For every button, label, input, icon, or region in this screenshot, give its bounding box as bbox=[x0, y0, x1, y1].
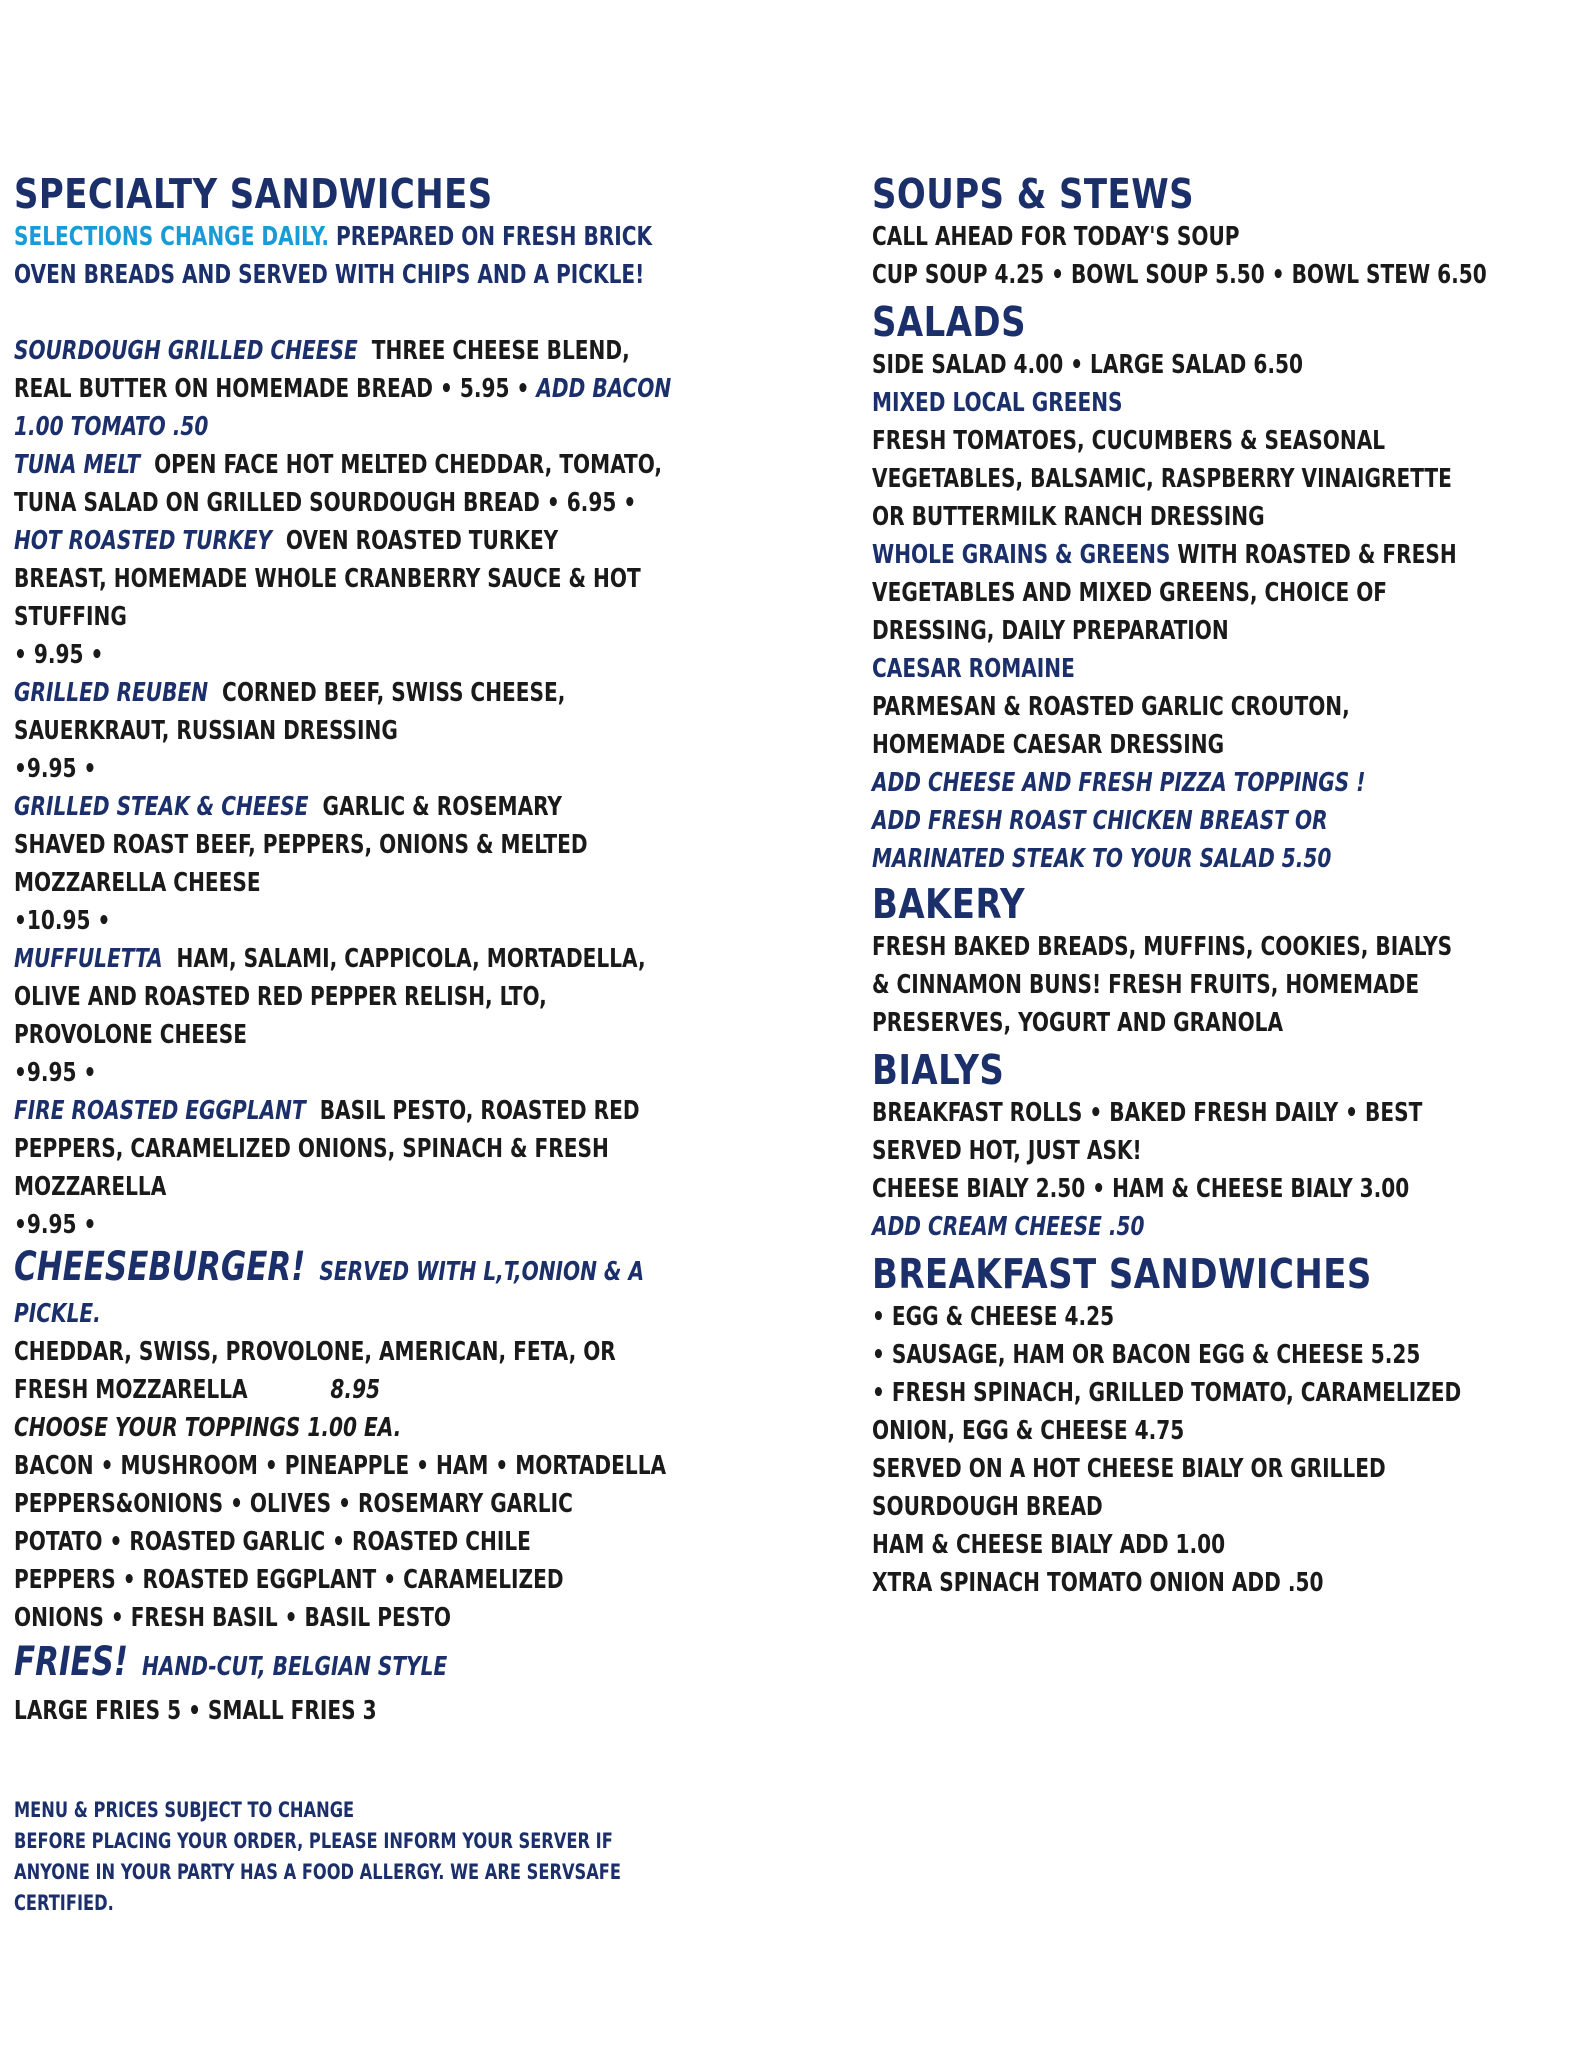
item-price: •9.95 • bbox=[14, 1058, 97, 1088]
soups-heading: SOUPS & STEWS bbox=[872, 170, 1194, 218]
topping-line: PEPPERS • ROASTED EGGPLANT • CARAMELIZED bbox=[14, 1565, 564, 1595]
topping-line: POTATO • ROASTED GARLIC • ROASTED CHILE bbox=[14, 1527, 531, 1557]
cheeseburger-title: CHEESEBURGER! bbox=[14, 1244, 306, 1290]
soups-line: CUP SOUP 4.25 • BOWL SOUP 5.50 • BOWL STEW 6.50 bbox=[872, 260, 1487, 290]
item-sourdough-line-2 bbox=[14, 370, 672, 408]
breakfast-line: HAM & CHEESE BIALY ADD 1.00 bbox=[872, 1530, 1226, 1560]
disclaimer-line: MENU & PRICES SUBJECT TO CHANGE bbox=[14, 1798, 355, 1822]
bakery-line: & CINNAMON BUNS! FRESH FRUITS, HOMEMADE bbox=[872, 970, 1420, 1000]
cheeseburger-price: 8.95 bbox=[330, 1375, 381, 1405]
bialys-line: SERVED HOT, JUST ASK! bbox=[872, 1136, 1142, 1166]
item-reuben-line-1 bbox=[14, 674, 633, 712]
bialys-line: CHEESE BIALY 2.50 • HAM & CHEESE BIALY 3.00 bbox=[872, 1174, 1410, 1204]
salad-desc-line: PARMESAN & ROASTED GARLIC CROUTON, bbox=[872, 692, 1350, 722]
specialty-intro-line-2: OVEN BREADS AND SERVED WITH CHIPS AND A PICKLE! bbox=[14, 260, 645, 290]
item-desc-line: PROVOLONE CHEESE bbox=[14, 1020, 248, 1050]
item-price: •9.95 • bbox=[14, 1210, 97, 1240]
cheeseburger-heading-line bbox=[14, 1244, 645, 1295]
right-column bbox=[872, 170, 1562, 1602]
salad-addon-line: MARINATED STEAK TO YOUR SALAD 5.50 bbox=[872, 844, 1332, 874]
salad-desc-line: VEGETABLES AND MIXED GREENS, CHOICE OF bbox=[872, 578, 1388, 608]
topping-line: ONIONS • FRESH BASIL • BASIL PESTO bbox=[14, 1603, 452, 1633]
salad-desc-line: DRESSING, DAILY PREPARATION bbox=[872, 616, 1229, 646]
item-name: GRILLED REUBEN bbox=[14, 678, 209, 708]
item-name: GRILLED STEAK & CHEESE bbox=[14, 792, 309, 822]
menu-disclaimer bbox=[14, 1795, 734, 1919]
item-price: •9.95 • bbox=[14, 754, 97, 784]
item-desc-line: TUNA SALAD ON GRILLED SOURDOUGH BREAD • 6.95 • bbox=[14, 488, 637, 518]
bakery-line: FRESH BAKED BREADS, MUFFINS, COOKIES, BIALYS bbox=[872, 932, 1453, 962]
item-name: HOT ROASTED TURKEY bbox=[14, 526, 272, 556]
salad-addon-line: ADD FRESH ROAST CHICKEN BREAST OR bbox=[872, 806, 1328, 836]
item-desc: GARLIC & ROSEMARY bbox=[322, 792, 562, 822]
salad-desc-line: HOMEMADE CAESAR DRESSING bbox=[872, 730, 1225, 760]
breakfast-line: SOURDOUGH BREAD bbox=[872, 1492, 1103, 1522]
item-muffuletta-line-1 bbox=[14, 940, 646, 978]
specialty-intro-highlight: SELECTIONS CHANGE DAILY. bbox=[14, 222, 330, 252]
item-desc-line: PEPPERS, CARAMELIZED ONIONS, SPINACH & FRESH bbox=[14, 1134, 609, 1164]
disclaimer-line: BEFORE PLACING YOUR ORDER, PLEASE INFORM YOUR SERVER IF bbox=[14, 1829, 613, 1853]
item-desc: REAL BUTTER ON HOMEMADE BREAD • 5.95 • bbox=[14, 374, 530, 404]
cheeseburger-cheeses-2-text: FRESH MOZZARELLA bbox=[14, 1375, 248, 1405]
item-sourdough-line-3: 1.00 TOMATO .50 bbox=[14, 412, 209, 442]
item-desc: HAM, SALAMI, CAPPICOLA, MORTADELLA, bbox=[176, 944, 646, 974]
cheeseburger-tagline-2: PICKLE. bbox=[14, 1299, 101, 1329]
disclaimer-line: ANYONE IN YOUR PARTY HAS A FOOD ALLERGY. WE ARE SERVSAFE bbox=[14, 1860, 622, 1884]
item-steak-line-1 bbox=[14, 788, 633, 826]
item-name: SOURDOUGH GRILLED CHEESE bbox=[14, 336, 358, 366]
item-desc-line: MOZZARELLA bbox=[14, 1172, 167, 1202]
salad-whole-line bbox=[872, 536, 1465, 574]
cheeseburger-cheeses-1: CHEDDAR, SWISS, PROVOLONE, AMERICAN, FETA, OR bbox=[14, 1337, 616, 1367]
item-addon: ADD BACON bbox=[536, 374, 672, 404]
item-sourdough-line-1 bbox=[14, 332, 633, 370]
item-desc-line: MOZZARELLA CHEESE bbox=[14, 868, 261, 898]
salad-mixed-name: MIXED LOCAL GREENS bbox=[872, 388, 1123, 418]
salad-whole-desc: WITH ROASTED & FRESH bbox=[1177, 540, 1457, 570]
disclaimer-line: CERTIFIED. bbox=[14, 1891, 114, 1915]
cheeseburger-tagline: SERVED WITH L,T,ONION & A bbox=[319, 1257, 645, 1287]
item-desc: THREE CHEESE BLEND, bbox=[371, 336, 630, 366]
bialys-line: BREAKFAST ROLLS • BAKED FRESH DAILY • BEST bbox=[872, 1098, 1423, 1128]
item-price: • 9.95 • bbox=[14, 640, 104, 670]
topping-line: BACON • MUSHROOM • PINEAPPLE • HAM • MORTADELLA bbox=[14, 1451, 667, 1481]
topping-line: PEPPERS&ONIONS • OLIVES • ROSEMARY GARLIC bbox=[14, 1489, 573, 1519]
item-turkey-line-1 bbox=[14, 522, 633, 560]
breakfast-line: XTRA SPINACH TOMATO ONION ADD .50 bbox=[872, 1568, 1324, 1598]
fries-tagline: HAND-CUT, BELGIAN STYLE bbox=[142, 1652, 448, 1682]
breakfast-line: ONION, EGG & CHEESE 4.75 bbox=[872, 1416, 1185, 1446]
fries-prices: LARGE FRIES 5 • SMALL FRIES 3 bbox=[14, 1696, 377, 1726]
cheeseburger-toppings-label: CHOOSE YOUR TOPPINGS 1.00 EA. bbox=[14, 1413, 402, 1443]
item-desc-line: STUFFING bbox=[14, 602, 127, 632]
bakery-heading: BAKERY bbox=[872, 880, 1026, 928]
bialys-heading: BIALYS bbox=[872, 1046, 1005, 1094]
item-price: •10.95 • bbox=[14, 906, 111, 936]
breakfast-line: SERVED ON A HOT CHEESE BIALY OR GRILLED bbox=[872, 1454, 1386, 1484]
left-column bbox=[14, 170, 734, 1730]
item-desc: OPEN FACE HOT MELTED CHEDDAR, TOMATO, bbox=[154, 450, 662, 480]
fries-heading-line bbox=[14, 1637, 633, 1692]
item-name: FIRE ROASTED EGGPLANT bbox=[14, 1096, 306, 1126]
bakery-line: PRESERVES, YOGURT AND GRANOLA bbox=[872, 1008, 1284, 1038]
salad-caesar-name: CAESAR ROMAINE bbox=[872, 654, 1075, 684]
salad-desc-line: OR BUTTERMILK RANCH DRESSING bbox=[872, 502, 1265, 532]
item-desc-line: OLIVE AND ROASTED RED PEPPER RELISH, LTO, bbox=[14, 982, 547, 1012]
salads-heading: SALADS bbox=[872, 298, 1026, 346]
item-desc: OVEN ROASTED TURKEY bbox=[285, 526, 559, 556]
specialty-intro-line-1 bbox=[14, 218, 653, 256]
specialty-intro-rest: PREPARED ON FRESH BRICK bbox=[336, 222, 653, 252]
bialys-addon: ADD CREAM CHEESE .50 bbox=[872, 1212, 1145, 1242]
salad-prices: SIDE SALAD 4.00 • LARGE SALAD 6.50 bbox=[872, 350, 1303, 380]
cheeseburger-cheeses-2 bbox=[14, 1371, 633, 1409]
soups-line: CALL AHEAD FOR TODAY'S SOUP bbox=[872, 222, 1240, 252]
salad-desc-line: FRESH TOMATOES, CUCUMBERS & SEASONAL bbox=[872, 426, 1386, 456]
item-desc: CORNED BEEF, SWISS CHEESE, bbox=[222, 678, 566, 708]
item-desc-line: SHAVED ROAST BEEF, PEPPERS, ONIONS & MELTED bbox=[14, 830, 588, 860]
item-desc-line: SAUERKRAUT, RUSSIAN DRESSING bbox=[14, 716, 398, 746]
item-name: MUFFULETTA bbox=[14, 944, 163, 974]
item-tuna-line-1 bbox=[14, 446, 662, 484]
item-eggplant-line-1 bbox=[14, 1092, 640, 1130]
fries-title: FRIES! bbox=[14, 1639, 129, 1685]
specialty-sandwiches-heading: SPECIALTY SANDWICHES bbox=[14, 170, 493, 218]
salad-desc-line: VEGETABLES, BALSAMIC, RASPBERRY VINAIGRETTE bbox=[872, 464, 1452, 494]
item-desc-line: BREAST, HOMEMADE WHOLE CRANBERRY SAUCE & HOT bbox=[14, 564, 641, 594]
breakfast-line: • FRESH SPINACH, GRILLED TOMATO, CARAMELIZED bbox=[872, 1378, 1462, 1408]
breakfast-heading: BREAKFAST SANDWICHES bbox=[872, 1250, 1372, 1298]
item-name: TUNA MELT bbox=[14, 450, 141, 480]
item-desc: BASIL PESTO, ROASTED RED bbox=[319, 1096, 640, 1126]
salad-whole-name: WHOLE GRAINS & GREENS bbox=[872, 540, 1171, 570]
breakfast-line: • SAUSAGE, HAM OR BACON EGG & CHEESE 5.25 bbox=[872, 1340, 1421, 1370]
salad-addon-line: ADD CHEESE AND FRESH PIZZA TOPPINGS ! bbox=[872, 768, 1366, 798]
breakfast-line: • EGG & CHEESE 4.25 bbox=[872, 1302, 1115, 1332]
